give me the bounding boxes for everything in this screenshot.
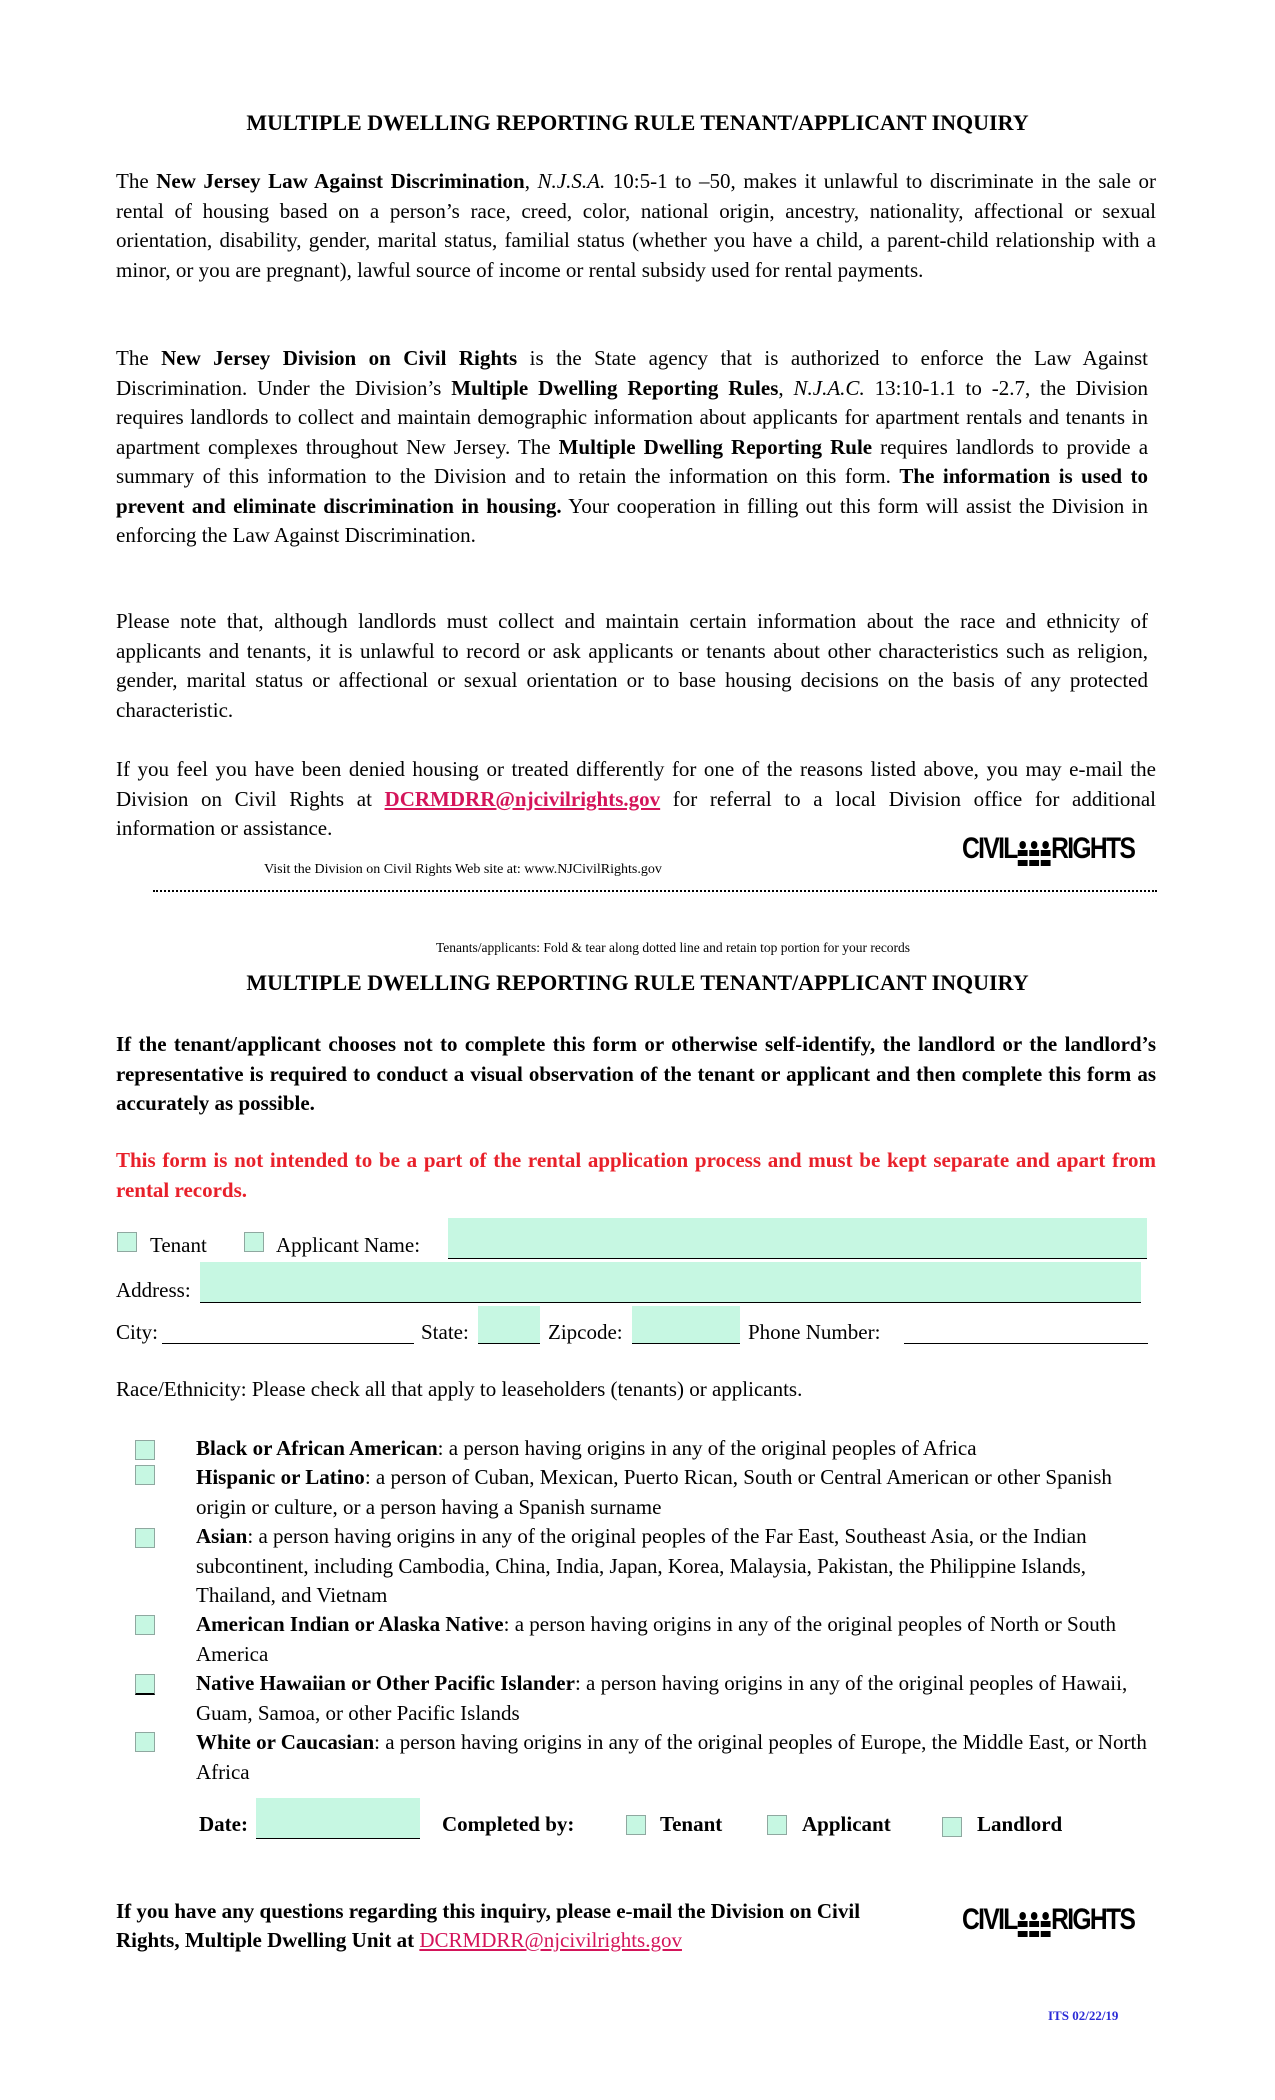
race-option-white: White or Caucasian: a person having origins in any of the original peoples of Europe, the Middle East, or North Africa [196,1730,1147,1784]
completed-by-applicant-label: Applicant [802,1812,891,1836]
race-checkbox-black[interactable] [135,1440,155,1460]
date-label: Date: [199,1812,248,1836]
footer-contact: If you have any questions regarding this inquiry, please e-mail the Division on Civil Rights, Multiple Dwelling Unit at DCRMDRR@njcivilrights.gov [116,1899,861,1952]
completed-by-landlord-checkbox[interactable] [942,1817,962,1837]
race-option-black: Black or African American: a person having origins in any of the original peoples of Africa [196,1436,977,1460]
applicant-checkbox[interactable] [244,1232,264,1252]
address-field[interactable] [200,1262,1141,1303]
race-checkbox-white[interactable] [135,1732,155,1752]
phone-field[interactable] [904,1313,1148,1344]
page-title: MULTIPLE DWELLING REPORTING RULE TENANT/APPLICANT INQUIRY [246,110,1029,135]
completed-by-landlord-label: Landlord [977,1812,1063,1836]
race-option-american-indian: American Indian or Alaska Native: a person having origins in any of the original peoples of North or South America [196,1612,1117,1666]
tenant-checkbox[interactable] [117,1232,137,1252]
applicant-name-field[interactable] [448,1218,1147,1259]
tear-note: Tenants/applicants: Fold & tear along dotted line and retain top portion for your records [436,940,911,955]
form-instruction: If the tenant/applicant chooses not to complete this form or otherwise self-identify, the landlord or the landlord’s representative is required to conduct a visual observation of the tenant or applicant and then complete this form as accurately as possible. [116,1032,1156,1115]
people-icon [1017,1911,1051,1937]
race-option-asian: Asian: a person having origins in any of the original peoples of the Far East, Southeast Asia, or the Indian subcontinent, including Cambodia, China, India, Japan, Korea, Malaysia, Pakistan, the Philippine Islands, Thailand, and Vietnam [196,1524,1087,1607]
race-checkbox-american-indian[interactable] [135,1615,155,1635]
race-checkbox-pacific-islander[interactable] [135,1674,155,1695]
law-paragraph: The New Jersey Law Against Discrimination, N.J.S.A. 10:5-1 to –50, makes it unlawful to discriminate in the sale or rental of housing based on a person’s race, creed, color, national origin, ancestry, nationality, affectional or sexual orientation, disability, gender, marital status, familial status (whether you have a child, a parent-child relationship with a minor, or you are pregnant), lawful source of income or rental subsidy used for rental payments. [116,169,1156,282]
race-checkbox-hispanic[interactable] [135,1465,155,1485]
race-intro: Race/Ethnicity: Please check all that apply to leaseholders (tenants) or applicants. [116,1377,803,1401]
zipcode-label: Zipcode: [548,1320,623,1344]
race-checkbox-asian[interactable] [135,1528,155,1548]
completed-by-applicant-checkbox[interactable] [767,1815,787,1835]
phone-label: Phone Number: [748,1320,881,1344]
note-paragraph: Please note that, although landlords must collect and maintain certain information about the race and ethnicity of applicants and tenants, it is unlawful to record or ask applicants or tenants about other characteristics such as religion, gender, marital status or affectional or sexual orientation or to base housing decisions on the basis of any protected characteristic. [116,609,1148,722]
date-field[interactable] [256,1798,420,1839]
contact-paragraph: If you feel you have been denied housing or treated differently for one of the reasons listed above, you may e-mail the Division on Civil Rights at DCRMDRR@njcivilrights.gov for referral to a local Division office for additional information or assistance. [116,757,1156,840]
city-label: City: [116,1320,159,1344]
state-label: State: [421,1320,469,1344]
people-icon [1017,840,1051,866]
completed-by-tenant-label: Tenant [660,1812,723,1836]
tear-line [153,890,1157,892]
email-link[interactable]: DCRMDRR@njcivilrights.gov [384,786,661,811]
city-field[interactable] [162,1313,414,1344]
footer-email-link[interactable]: DCRMDRR@njcivilrights.gov [419,1928,682,1952]
division-paragraph: The New Jersey Division on Civil Rights is the State agency that is authorized to enforce the Law Against Discrimination. Under the Division’s Multiple Dwelling Reporting Rules, N.J.A.C. 13:10-1.1 to -2.7, the Division requires landlords to collect and maintain demographic information about applicants for apartment rentals and tenants in apartment complexes throughout New Jersey. The Multiple Dwelling Reporting Rule requires landlords to provide a summary of this information to the Division and to retain the information on this form. The information is used to prevent and eliminate discrimination in housing. Your cooperation in filling out this form will assist the Division in enforcing the Law Against Discrimination. [116,346,1149,547]
civil-rights-logo: CIVIL RIGHTS [962,832,1135,865]
completed-by-tenant-checkbox[interactable] [626,1815,646,1835]
tenant-label: Tenant [150,1233,207,1257]
form-code: ITS 02/22/19 [1048,2008,1119,2023]
applicant-name-label: Applicant Name: [276,1233,421,1257]
form-warning: This form is not intended to be a part of the rental application process and must be kept separate and apart from rental records. [116,1148,1156,1202]
race-option-pacific-islander: Native Hawaiian or Other Pacific Islander: a person having origins in any of the original peoples of Hawaii, Guam, Samoa, or other Pacific Islands [196,1671,1128,1725]
zipcode-field[interactable] [632,1306,740,1344]
website-line: Visit the Division on Civil Rights Web site at: www.NJCivilRights.gov [264,862,662,877]
civil-rights-logo-footer: CIVIL RIGHTS [962,1903,1135,1936]
address-label: Address: [116,1278,191,1302]
state-field[interactable] [478,1306,540,1344]
race-option-hispanic: Hispanic or Latino: a person of Cuban, Mexican, Puerto Rican, South or Central American or other Spanish origin or culture, or a person having a Spanish surname [196,1465,1112,1519]
completed-by-label: Completed by: [442,1812,575,1836]
form-title: MULTIPLE DWELLING REPORTING RULE TENANT/APPLICANT INQUIRY [246,970,1029,995]
